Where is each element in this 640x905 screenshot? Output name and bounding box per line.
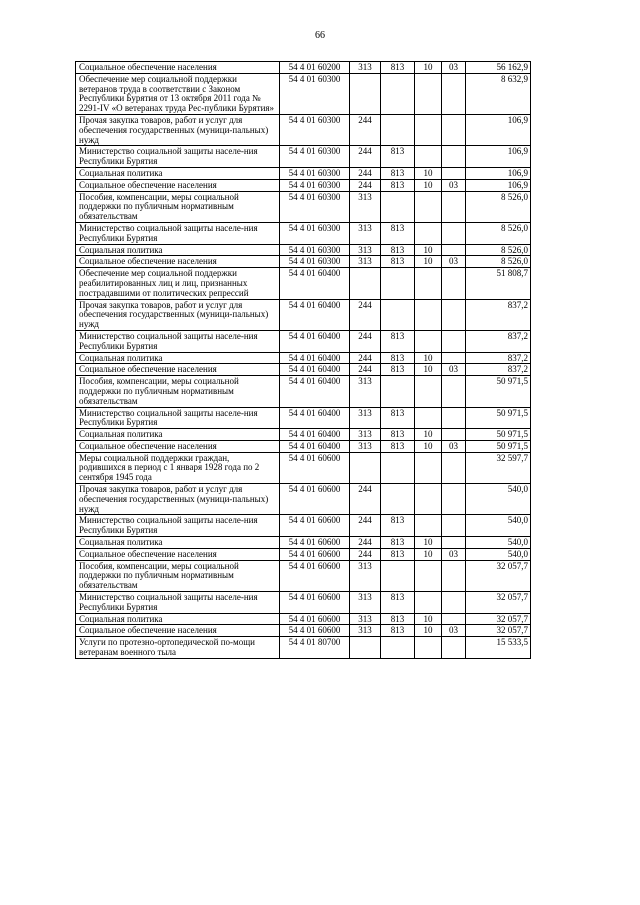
- row-grbs-cell: 813: [381, 244, 415, 256]
- row-podrazdel-cell: [442, 222, 466, 244]
- row-code-cell: 54 4 01 60300: [280, 73, 350, 114]
- row-name-cell: Социальная политика: [76, 537, 280, 549]
- row-name-cell: Услуги по протезно-ортопедической по-мощи ветеранам военного тыла: [76, 637, 280, 659]
- row-grbs-cell: [381, 560, 415, 591]
- row-podrazdel-cell: [442, 515, 466, 537]
- row-podrazdel-cell: [442, 114, 466, 145]
- table-row: [76, 515, 531, 537]
- table-row: [76, 114, 531, 145]
- row-code-cell: 54 4 01 60600: [280, 537, 350, 549]
- row-vid-cell: 313: [350, 440, 381, 452]
- row-vid-cell: 313: [350, 256, 381, 268]
- row-amount-cell: 50 971,5: [466, 376, 531, 407]
- row-amount-cell: 8 632,9: [466, 73, 531, 114]
- row-name-cell: Прочая закупка товаров, работ и услуг для обеспечения государственных (муници-пальных) нужд: [76, 114, 280, 145]
- row-razdel-cell: [415, 146, 442, 168]
- row-vid-cell: 313: [350, 560, 381, 591]
- table-row: [76, 244, 531, 256]
- table-row: [76, 179, 531, 191]
- row-grbs-cell: 813: [381, 364, 415, 376]
- row-vid-cell: 244: [350, 515, 381, 537]
- row-podrazdel-cell: [442, 352, 466, 364]
- row-name-cell: Министерство социальной защиты населе-ния Республики Бурятия: [76, 592, 280, 614]
- table-row: [76, 268, 531, 299]
- row-podrazdel-cell: [442, 484, 466, 515]
- row-podrazdel-cell: 03: [442, 625, 466, 637]
- row-grbs-cell: [381, 299, 415, 330]
- row-code-cell: 54 4 01 60300: [280, 167, 350, 179]
- row-razdel-cell: 10: [415, 625, 442, 637]
- row-grbs-cell: [381, 452, 415, 483]
- table-body: [76, 62, 531, 659]
- row-vid-cell: 313: [350, 429, 381, 441]
- row-podrazdel-cell: [442, 637, 466, 659]
- row-razdel-cell: [415, 73, 442, 114]
- row-razdel-cell: 10: [415, 537, 442, 549]
- row-amount-cell: 15 533,5: [466, 637, 531, 659]
- row-razdel-cell: [415, 299, 442, 330]
- row-grbs-cell: [381, 268, 415, 299]
- row-grbs-cell: 813: [381, 429, 415, 441]
- table-row: [76, 222, 531, 244]
- row-razdel-cell: 10: [415, 613, 442, 625]
- row-code-cell: 54 4 01 60300: [280, 114, 350, 145]
- table-row: [76, 625, 531, 637]
- row-vid-cell: 313: [350, 222, 381, 244]
- row-razdel-cell: [415, 191, 442, 222]
- table-row: [76, 364, 531, 376]
- row-grbs-cell: [381, 191, 415, 222]
- row-vid-cell: 244: [350, 179, 381, 191]
- row-podrazdel-cell: [442, 560, 466, 591]
- row-grbs-cell: [381, 114, 415, 145]
- row-name-cell: Обеспечение мер социальной поддержки ветеранов труда в соответствии с Законом Республики Бурятия от 13 октября 2011 года № 2291-IV «О ветеранах труда Рес-публики Бурятия»: [76, 73, 280, 114]
- table-row: [76, 256, 531, 268]
- table-row: [76, 407, 531, 429]
- table-row: [76, 299, 531, 330]
- row-name-cell: Социальное обеспечение населения: [76, 548, 280, 560]
- row-code-cell: 54 4 01 60300: [280, 256, 350, 268]
- table-row: [76, 191, 531, 222]
- row-amount-cell: 106,9: [466, 114, 531, 145]
- budget-table: [75, 61, 531, 659]
- row-amount-cell: 106,9: [466, 167, 531, 179]
- row-podrazdel-cell: 03: [442, 256, 466, 268]
- table-row: [76, 146, 531, 168]
- row-name-cell: Социальная политика: [76, 613, 280, 625]
- row-code-cell: 54 4 01 60300: [280, 222, 350, 244]
- row-podrazdel-cell: [442, 407, 466, 429]
- row-grbs-cell: 813: [381, 256, 415, 268]
- row-razdel-cell: [415, 376, 442, 407]
- row-name-cell: Министерство социальной защиты населе-ния Республики Бурятия: [76, 330, 280, 352]
- row-code-cell: 54 4 01 60400: [280, 352, 350, 364]
- row-amount-cell: 8 526,0: [466, 191, 531, 222]
- row-amount-cell: 8 526,0: [466, 256, 531, 268]
- row-podrazdel-cell: [442, 613, 466, 625]
- row-razdel-cell: 10: [415, 548, 442, 560]
- row-amount-cell: 540,0: [466, 537, 531, 549]
- row-amount-cell: 837,2: [466, 330, 531, 352]
- row-vid-cell: 244: [350, 352, 381, 364]
- row-vid-cell: 244: [350, 548, 381, 560]
- row-code-cell: 54 4 01 60400: [280, 299, 350, 330]
- row-name-cell: Пособия, компенсации, меры социальной поддержки по публичным нормативным обязательствам: [76, 560, 280, 591]
- row-grbs-cell: 813: [381, 440, 415, 452]
- row-razdel-cell: 10: [415, 244, 442, 256]
- row-vid-cell: 244: [350, 146, 381, 168]
- row-amount-cell: 32 057,7: [466, 560, 531, 591]
- row-podrazdel-cell: [442, 73, 466, 114]
- table-row: [76, 613, 531, 625]
- row-vid-cell: 244: [350, 484, 381, 515]
- row-grbs-cell: 813: [381, 625, 415, 637]
- row-podrazdel-cell: [442, 429, 466, 441]
- row-razdel-cell: 10: [415, 364, 442, 376]
- row-grbs-cell: [381, 637, 415, 659]
- row-grbs-cell: 813: [381, 407, 415, 429]
- row-podrazdel-cell: [442, 537, 466, 549]
- row-podrazdel-cell: [442, 299, 466, 330]
- row-amount-cell: 50 971,5: [466, 407, 531, 429]
- table-row: [76, 440, 531, 452]
- row-razdel-cell: 10: [415, 179, 442, 191]
- row-amount-cell: 50 971,5: [466, 429, 531, 441]
- row-code-cell: 54 4 01 60200: [280, 62, 350, 74]
- table-row: [76, 484, 531, 515]
- row-vid-cell: 244: [350, 364, 381, 376]
- row-code-cell: 54 4 01 60300: [280, 244, 350, 256]
- row-razdel-cell: [415, 114, 442, 145]
- row-name-cell: Министерство социальной защиты населе-ния Республики Бурятия: [76, 222, 280, 244]
- row-name-cell: Министерство социальной защиты населе-ния Республики Бурятия: [76, 515, 280, 537]
- row-vid-cell: 313: [350, 407, 381, 429]
- row-code-cell: 54 4 01 60600: [280, 515, 350, 537]
- row-grbs-cell: 813: [381, 167, 415, 179]
- row-vid-cell: [350, 637, 381, 659]
- row-amount-cell: 8 526,0: [466, 244, 531, 256]
- row-razdel-cell: [415, 407, 442, 429]
- row-name-cell: Социальная политика: [76, 352, 280, 364]
- row-grbs-cell: 813: [381, 515, 415, 537]
- table-row: [76, 73, 531, 114]
- row-vid-cell: 313: [350, 62, 381, 74]
- row-name-cell: Социальное обеспечение населения: [76, 625, 280, 637]
- row-amount-cell: 837,2: [466, 364, 531, 376]
- row-razdel-cell: 10: [415, 352, 442, 364]
- row-code-cell: 54 4 01 60300: [280, 146, 350, 168]
- row-grbs-cell: [381, 376, 415, 407]
- row-podrazdel-cell: 03: [442, 364, 466, 376]
- row-name-cell: Социальное обеспечение населения: [76, 179, 280, 191]
- row-name-cell: Министерство социальной защиты населе-ния Республики Бурятия: [76, 146, 280, 168]
- row-name-cell: Социальное обеспечение населения: [76, 62, 280, 74]
- row-vid-cell: 313: [350, 191, 381, 222]
- row-name-cell: Социальная политика: [76, 167, 280, 179]
- row-grbs-cell: 813: [381, 592, 415, 614]
- row-razdel-cell: [415, 637, 442, 659]
- row-grbs-cell: [381, 484, 415, 515]
- row-podrazdel-cell: [442, 244, 466, 256]
- row-podrazdel-cell: [442, 191, 466, 222]
- row-code-cell: 54 4 01 60400: [280, 429, 350, 441]
- row-code-cell: 54 4 01 60600: [280, 548, 350, 560]
- table-row: [76, 637, 531, 659]
- row-grbs-cell: 813: [381, 548, 415, 560]
- row-vid-cell: 244: [350, 114, 381, 145]
- table-row: [76, 330, 531, 352]
- row-podrazdel-cell: [442, 376, 466, 407]
- row-amount-cell: 56 162,9: [466, 62, 531, 74]
- row-name-cell: Социальное обеспечение населения: [76, 364, 280, 376]
- row-name-cell: Прочая закупка товаров, работ и услуг для обеспечения государственных (муници-пальных) нужд: [76, 299, 280, 330]
- table-row: [76, 560, 531, 591]
- row-name-cell: Пособия, компенсации, меры социальной поддержки по публичным нормативным обязательствам: [76, 376, 280, 407]
- table-row: [76, 376, 531, 407]
- table-row: [76, 452, 531, 483]
- row-podrazdel-cell: [442, 146, 466, 168]
- row-code-cell: 54 4 01 60300: [280, 179, 350, 191]
- row-name-cell: Социальная политика: [76, 429, 280, 441]
- row-grbs-cell: 813: [381, 62, 415, 74]
- row-razdel-cell: 10: [415, 440, 442, 452]
- row-vid-cell: [350, 73, 381, 114]
- row-name-cell: Пособия, компенсации, меры социальной поддержки по публичным нормативным обязательствам: [76, 191, 280, 222]
- row-razdel-cell: 10: [415, 167, 442, 179]
- table-row: [76, 429, 531, 441]
- row-podrazdel-cell: [442, 592, 466, 614]
- row-podrazdel-cell: 03: [442, 440, 466, 452]
- row-razdel-cell: 10: [415, 256, 442, 268]
- row-code-cell: 54 4 01 60400: [280, 268, 350, 299]
- row-amount-cell: 837,2: [466, 299, 531, 330]
- page-number: 66: [315, 30, 325, 41]
- table-row: [76, 62, 531, 74]
- table-row: [76, 592, 531, 614]
- row-code-cell: 54 4 01 60400: [280, 376, 350, 407]
- row-code-cell: 54 4 01 60600: [280, 592, 350, 614]
- row-razdel-cell: 10: [415, 429, 442, 441]
- row-grbs-cell: 813: [381, 179, 415, 191]
- row-name-cell: Социальное обеспечение населения: [76, 440, 280, 452]
- row-podrazdel-cell: 03: [442, 62, 466, 74]
- row-grbs-cell: 813: [381, 352, 415, 364]
- row-vid-cell: [350, 268, 381, 299]
- row-grbs-cell: 813: [381, 613, 415, 625]
- row-code-cell: 54 4 01 60400: [280, 364, 350, 376]
- table-row: [76, 537, 531, 549]
- row-amount-cell: 837,2: [466, 352, 531, 364]
- row-podrazdel-cell: 03: [442, 179, 466, 191]
- row-razdel-cell: [415, 452, 442, 483]
- row-amount-cell: 32 057,7: [466, 625, 531, 637]
- table-row: [76, 548, 531, 560]
- row-podrazdel-cell: [442, 452, 466, 483]
- row-razdel-cell: [415, 268, 442, 299]
- row-name-cell: Социальная политика: [76, 244, 280, 256]
- row-name-cell: Министерство социальной защиты населе-ния Республики Бурятия: [76, 407, 280, 429]
- row-podrazdel-cell: [442, 268, 466, 299]
- row-grbs-cell: [381, 73, 415, 114]
- row-podrazdel-cell: [442, 330, 466, 352]
- row-vid-cell: 244: [350, 330, 381, 352]
- row-vid-cell: 313: [350, 376, 381, 407]
- row-grbs-cell: 813: [381, 537, 415, 549]
- row-amount-cell: 50 971,5: [466, 440, 531, 452]
- row-code-cell: 54 4 01 60600: [280, 560, 350, 591]
- row-code-cell: 54 4 01 60400: [280, 407, 350, 429]
- row-razdel-cell: [415, 592, 442, 614]
- row-amount-cell: 32 057,7: [466, 613, 531, 625]
- row-name-cell: Социальное обеспечение населения: [76, 256, 280, 268]
- row-razdel-cell: [415, 484, 442, 515]
- row-amount-cell: 106,9: [466, 179, 531, 191]
- row-code-cell: 54 4 01 80700: [280, 637, 350, 659]
- table-row: [76, 352, 531, 364]
- row-code-cell: 54 4 01 60400: [280, 440, 350, 452]
- row-vid-cell: 244: [350, 537, 381, 549]
- table-row: [76, 167, 531, 179]
- row-vid-cell: 313: [350, 244, 381, 256]
- row-grbs-cell: 813: [381, 330, 415, 352]
- row-vid-cell: 313: [350, 613, 381, 625]
- row-amount-cell: 51 808,7: [466, 268, 531, 299]
- row-amount-cell: 106,9: [466, 146, 531, 168]
- row-razdel-cell: [415, 222, 442, 244]
- row-amount-cell: 32 597,7: [466, 452, 531, 483]
- row-grbs-cell: 813: [381, 222, 415, 244]
- row-vid-cell: 313: [350, 592, 381, 614]
- row-grbs-cell: 813: [381, 146, 415, 168]
- row-razdel-cell: [415, 330, 442, 352]
- row-amount-cell: 32 057,7: [466, 592, 531, 614]
- row-razdel-cell: [415, 560, 442, 591]
- row-razdel-cell: [415, 515, 442, 537]
- row-code-cell: 54 4 01 60600: [280, 613, 350, 625]
- row-vid-cell: 244: [350, 167, 381, 179]
- row-amount-cell: 540,0: [466, 484, 531, 515]
- row-code-cell: 54 4 01 60600: [280, 625, 350, 637]
- row-amount-cell: 8 526,0: [466, 222, 531, 244]
- row-code-cell: 54 4 01 60300: [280, 191, 350, 222]
- row-razdel-cell: 10: [415, 62, 442, 74]
- row-code-cell: 54 4 01 60600: [280, 452, 350, 483]
- row-name-cell: Прочая закупка товаров, работ и услуг для обеспечения государственных (муници-пальных) нужд: [76, 484, 280, 515]
- row-vid-cell: 313: [350, 625, 381, 637]
- row-name-cell: Обеспечение мер социальной поддержки реабилитированных лиц и лиц, признанных пострадавшими от политических репрессий: [76, 268, 280, 299]
- row-vid-cell: [350, 452, 381, 483]
- row-name-cell: Меры социальной поддержки граждан, родившихся в период с 1 января 1928 года по 2 сентября 1945 года: [76, 452, 280, 483]
- row-podrazdel-cell: [442, 167, 466, 179]
- row-podrazdel-cell: 03: [442, 548, 466, 560]
- row-amount-cell: 540,0: [466, 548, 531, 560]
- row-code-cell: 54 4 01 60600: [280, 484, 350, 515]
- row-vid-cell: 244: [350, 299, 381, 330]
- row-amount-cell: 540,0: [466, 515, 531, 537]
- row-code-cell: 54 4 01 60400: [280, 330, 350, 352]
